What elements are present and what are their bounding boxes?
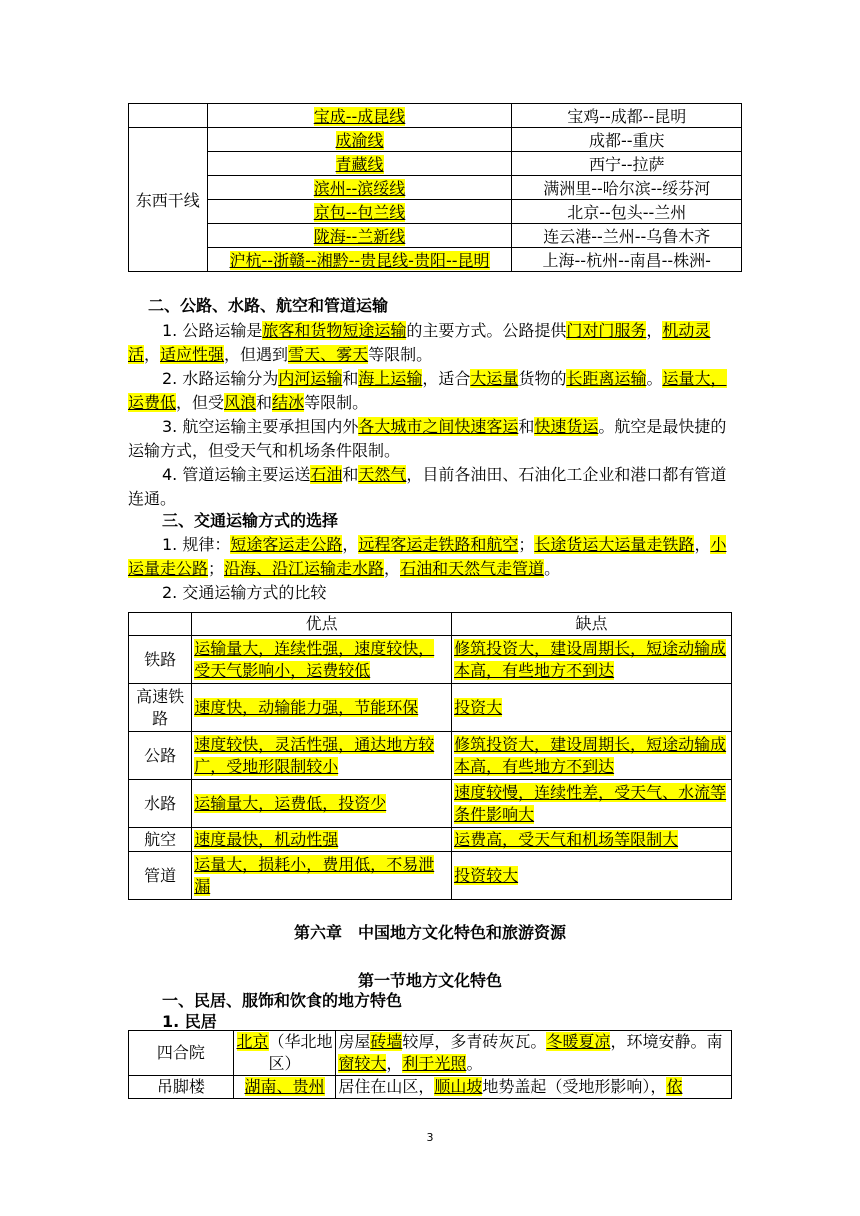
mode-cell: 水路 <box>129 780 192 828</box>
table-row <box>129 852 732 900</box>
section-heading: 二、公路、水路、航空和管道运输 <box>148 296 389 315</box>
paragraph: 2. 交通运输方式的比较 <box>162 583 327 602</box>
sub-sub-heading: 1. 民居 <box>162 1012 217 1031</box>
page-number: 3 <box>426 1131 434 1144</box>
header-cell <box>129 613 192 636</box>
mode-cell: 公路 <box>129 732 192 780</box>
pros-text: 运输量大，连续性强，速度较快，受天气影响小，运费较低 <box>194 638 435 680</box>
rail-line-name: 京包--包兰线 <box>313 203 406 222</box>
header-cell: 优点 <box>192 613 452 636</box>
house-name: 吊脚楼 <box>129 1076 234 1099</box>
rail-route: 成都--重庆 <box>512 128 742 152</box>
rail-line-name: 成渝线 <box>335 131 384 150</box>
table-row <box>129 224 742 248</box>
table-row <box>129 780 732 828</box>
house-desc: 居住在山区，顺山坡地势盖起（受地形影响），依 <box>336 1076 732 1099</box>
house-region: 湖南、贵州 <box>244 1077 325 1096</box>
rail-route: 满洲里--哈尔滨--绥芬河 <box>512 176 742 200</box>
header-cell: 缺点 <box>452 613 732 636</box>
paragraph: 1. 公路运输是旅客和货物短途运输的主要方式。公路提供门对门服务，机动灵活，适应性强，但遇到雪天、雾天等限制。 <box>128 321 711 364</box>
paragraph: 1. 规律：短途客运走公路，远程客运走铁路和航空；长途货运大运量走铁路，小运量走公路；沿海、沿江运输走水路，石油和天然气走管道。 <box>128 535 727 578</box>
cons-text: 运费高，受天气和机场等限制大 <box>454 829 679 849</box>
pros-text: 运量大，损耗小，费用低，不易泄漏 <box>194 854 435 896</box>
table-row <box>129 1031 732 1076</box>
sub-heading: 一、民居、服饰和饮食的地方特色 <box>162 991 403 1010</box>
rail-line-name: 陇海--兰新线 <box>313 227 406 246</box>
table-row <box>129 200 742 224</box>
table-row <box>129 732 732 780</box>
table-row <box>129 152 742 176</box>
transport-comparison-table <box>128 612 732 900</box>
paragraph: 3. 航空运输主要承担国内外各大城市之间快速客运和快速货运。航空是最快捷的运输方式，但受天气和机场条件限制。 <box>128 417 727 460</box>
group-label: 东西干线 <box>129 128 208 272</box>
pros-text: 运输量大，运费低，投资少 <box>194 793 387 813</box>
cons-text: 投资较大 <box>454 865 519 885</box>
table-row <box>129 1076 732 1099</box>
table-header-row <box>129 613 732 636</box>
house-desc: 房屋砖墙较厚，多青砖灰瓦。冬暖夏凉，环境安静。南窗较大，利于光照。 <box>336 1031 732 1076</box>
mode-cell: 高速铁路 <box>129 684 192 732</box>
rail-route: 连云港--兰州--乌鲁木齐 <box>512 224 742 248</box>
rail-line-name: 滨州--滨绥线 <box>313 179 406 198</box>
cons-text: 速度较慢，连续性差，受天气、水流等条件影响大 <box>454 782 727 824</box>
table-row <box>129 828 732 852</box>
cons-text: 修筑投资大，建设周期长，短途动输成本高，有些地方不到达 <box>454 638 727 680</box>
table-row <box>129 636 732 684</box>
pros-text: 速度较快，灵活性强，通达地方较广，受地形限制较小 <box>194 734 435 776</box>
house-region-note: （华北地区） <box>268 1032 333 1073</box>
rail-route: 西宁--拉萨 <box>512 152 742 176</box>
paragraph: 4. 管道运输主要运送石油和天然气，目前各油田、石油化工企业和港口都有管道连通。 <box>128 465 727 508</box>
table-row <box>129 684 732 732</box>
rail-lines-table <box>128 103 742 272</box>
section-heading: 三、交通运输方式的选择 <box>162 511 339 530</box>
mode-cell: 航空 <box>129 828 192 852</box>
table-row <box>129 104 742 128</box>
table-row <box>129 248 742 272</box>
rail-line-name: 沪杭--浙赣--湘黔--贵昆线-贵阳--昆明 <box>229 251 490 270</box>
rail-line-name: 青藏线 <box>335 155 384 174</box>
rail-route: 宝鸡--成都--昆明 <box>512 104 742 128</box>
mode-cell: 管道 <box>129 852 192 900</box>
pros-text: 速度快，动输能力强，节能环保 <box>194 697 419 717</box>
table-row <box>129 176 742 200</box>
rail-line-name: 宝成--成昆线 <box>313 107 406 126</box>
house-region: 北京 <box>236 1032 269 1051</box>
table-row <box>129 128 742 152</box>
cons-text: 投资大 <box>454 697 503 717</box>
empty-cell <box>129 104 208 128</box>
dwellings-table <box>128 1030 732 1099</box>
mode-cell: 铁路 <box>129 636 192 684</box>
cons-text: 修筑投资大，建设周期长，短途动输成本高，有些地方不到达 <box>454 734 727 776</box>
rail-route: 北京--包头--兰州 <box>512 200 742 224</box>
house-name: 四合院 <box>129 1031 234 1076</box>
paragraph: 2. 水路运输分为内河运输和海上运输，适合大运量货物的长距离运输。运量大，运费低，但受风浪和结冰等限制。 <box>128 369 727 412</box>
chapter-title: 第六章 中国地方文化特色和旅游资源 <box>293 923 566 942</box>
rail-route: 上海--杭州--南昌--株洲- <box>512 248 742 272</box>
pros-text: 速度最快，机动性强 <box>194 829 339 849</box>
section-title: 第一节地方文化特色 <box>357 971 502 990</box>
